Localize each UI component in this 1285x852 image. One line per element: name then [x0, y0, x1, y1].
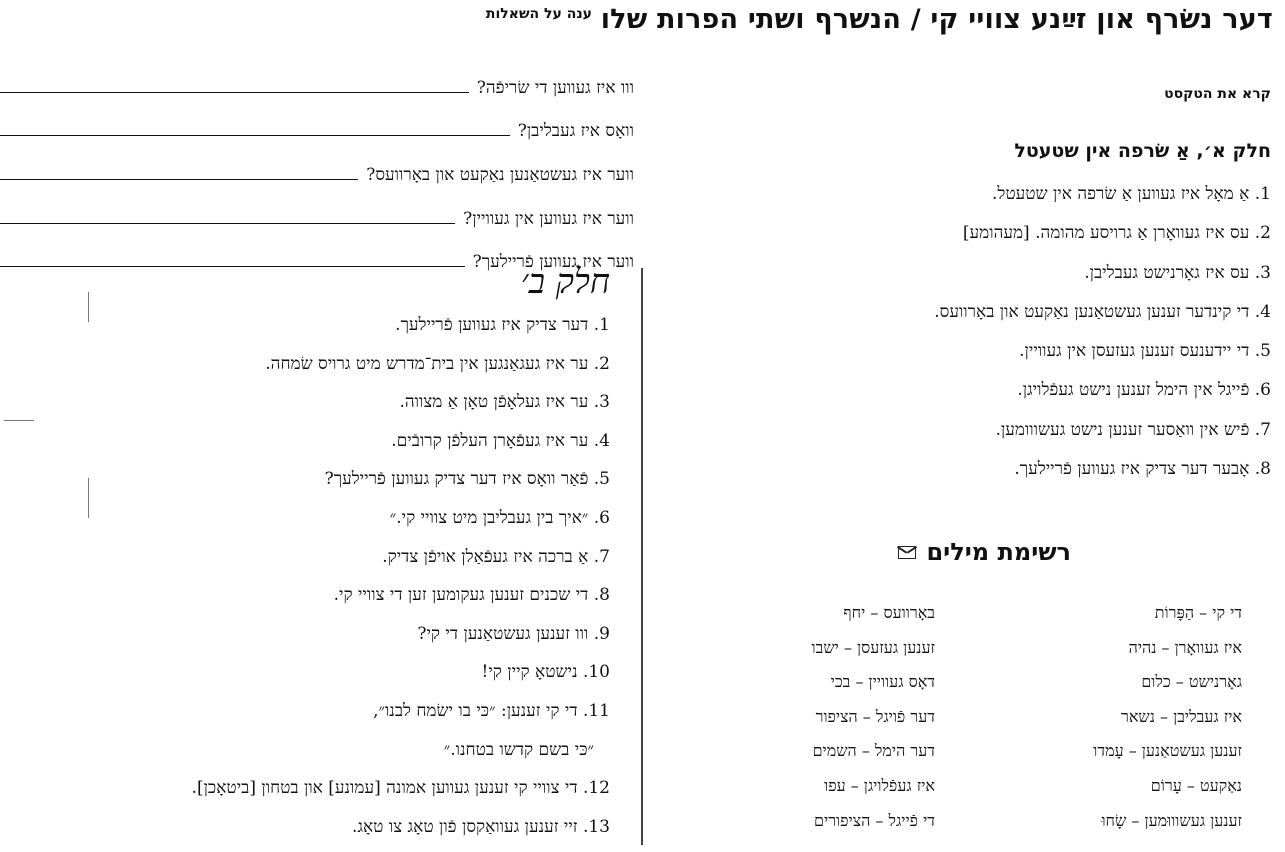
part-b-item: 10. נישטאָ קיין קי!	[481, 662, 610, 683]
part-b-item: 9. ווו זענען געשטאַנען די קי?	[417, 623, 610, 644]
question-list	[0, 58, 634, 276]
page-gutter	[641, 268, 643, 845]
vocab-item: איז געפֿלויגן – עפו	[824, 775, 935, 795]
answer-line[interactable]	[0, 178, 358, 180]
question-item	[0, 102, 634, 146]
text-item: 1. אַ מאָל איז געווען אַ שׂרפה אין שטעטל.	[992, 184, 1271, 204]
questions-title: ענה על השאלות	[485, 6, 592, 22]
part-b-item: 7. אַ ברכה איז געפֿאַלן אויפֿן צדיק.	[382, 546, 610, 567]
vocab-item: נאַקעט – עָרוֹם	[1150, 775, 1242, 795]
part-b-item: 8. די שכנים זענען געקומען זען די צוויי קי.	[333, 585, 610, 606]
question-item	[0, 58, 634, 102]
question-text: ווו איז געווען די שׂריפֿה?	[476, 77, 634, 98]
text-item: 7. פֿיש אין וואַסער זענען נישט געשווומען.	[995, 419, 1271, 440]
part-b-heading: חלק ב׳	[520, 262, 610, 302]
question-text: ווער איז געשטאַנען נאַקעט און באָרוועס?	[366, 165, 634, 186]
part-b-item: 2. ער איז געגאַנגען אין בית־מדרש מיט גרויס שׂמחה.	[265, 353, 610, 374]
part-b-item: ״כּי בשם קדשו בטחנו.״	[443, 739, 594, 760]
vocab-item: באָרוועס – יחף	[843, 603, 935, 622]
part-b-item: 3. ער איז געלאָפֿן טאָן אַ מצווה.	[399, 392, 610, 413]
part-b-item: 6. ״איך בין געבליבן מיט צוויי קי.״	[389, 507, 610, 528]
reading-instruction: קרא את הטקסט	[1164, 86, 1271, 102]
part-a-heading: חלק א׳, אַ שׂרפה אין שטעטל	[1014, 140, 1271, 162]
vocab-item: זענען געשטאַנען – עָמדו	[1093, 741, 1242, 761]
answer-line[interactable]	[0, 265, 465, 267]
vocab-item: זענען געזעסן – ישבו	[811, 637, 935, 657]
vocab-item: זענען געשוווּמען – שָׂחוּ	[1101, 810, 1242, 830]
vocabulary-heading	[898, 538, 1071, 566]
vocab-item: דאָס געוויין – בכי	[830, 672, 935, 692]
text-item: 8. אָבער דער צדיק איז געווען פֿריילעך.	[1014, 459, 1271, 480]
vocab-item: די קי – הַפָּרוֹת	[1154, 603, 1242, 622]
part-b-item: 13. זיי זענען געוואַקסן פֿון טאָג צו טאָג.	[351, 816, 610, 837]
part-b-list	[10, 312, 610, 852]
vocab-item: גאָרנישט – כלום	[1141, 672, 1242, 692]
vocab-item: די פֿייגל – הציפורים	[814, 810, 935, 830]
answer-line[interactable]	[0, 222, 455, 224]
answer-line[interactable]	[0, 91, 469, 93]
reading-text-list	[711, 181, 1271, 495]
vocabulary-column	[665, 600, 935, 842]
text-item: 5. די יידענעס זענען געזעסן אין געוויין.	[1019, 341, 1271, 362]
vocab-item: איז געבליבן – נשאר	[1120, 706, 1242, 726]
part-b-item: 1. דער צדיק איז געווען פֿריילעך.	[395, 315, 610, 335]
envelope-icon	[898, 546, 916, 559]
page-title: דער נשׂרף און זײַנע צוויי קי / הנשרף ושתי הפרות שלו	[600, 4, 1273, 35]
left-page	[0, 0, 640, 845]
text-item: 6. פֿייגל אין הימל זענען נישט געפֿלויגן.	[1017, 380, 1271, 401]
right-page	[600, 0, 1285, 845]
question-text: וואָס איז געבליבן?	[517, 121, 634, 142]
vocab-item: דער פֿויגל – הציפור	[815, 706, 935, 726]
vocab-item: איז געוואָרן – נהיה	[1128, 637, 1242, 657]
question-text: ווער איז געווען פֿריילעך?	[472, 252, 634, 273]
part-b-item: 5. פֿאַר וואָס איז דער צדיק געווען פֿריילעך?	[324, 469, 610, 490]
question-item	[0, 145, 634, 189]
text-item: 4. די קינדער זענען געשטאַנען נאַקעט און באָרוועס.	[934, 301, 1271, 322]
part-b-item: 11. די קי זענען: ״כּי בו ישׂמח לבנו״,	[373, 700, 610, 721]
answer-line[interactable]	[0, 134, 510, 136]
vocabulary-column	[972, 600, 1242, 842]
part-b-item: 12. די צוויי קי זענען געווען אמונה [עמונע] און בטחון [ביטאָכן].	[191, 778, 610, 799]
part-b-item: 4. ער איז געפֿאָרן העלפֿן קרובֿים.	[391, 430, 610, 451]
question-item	[0, 189, 634, 233]
text-item: 3. עס איז גאָרנישט געבליבן.	[1084, 262, 1271, 283]
question-text: ווער איז געווען אין געוויין?	[463, 208, 634, 229]
text-item: 2. עס איז געוואָרן אַ גרויסע מהומה. [מעהומע]	[962, 223, 1271, 244]
vocabulary-title: רשימת מילים	[926, 538, 1071, 566]
vocab-item: דער הימל – השמים	[812, 741, 935, 761]
